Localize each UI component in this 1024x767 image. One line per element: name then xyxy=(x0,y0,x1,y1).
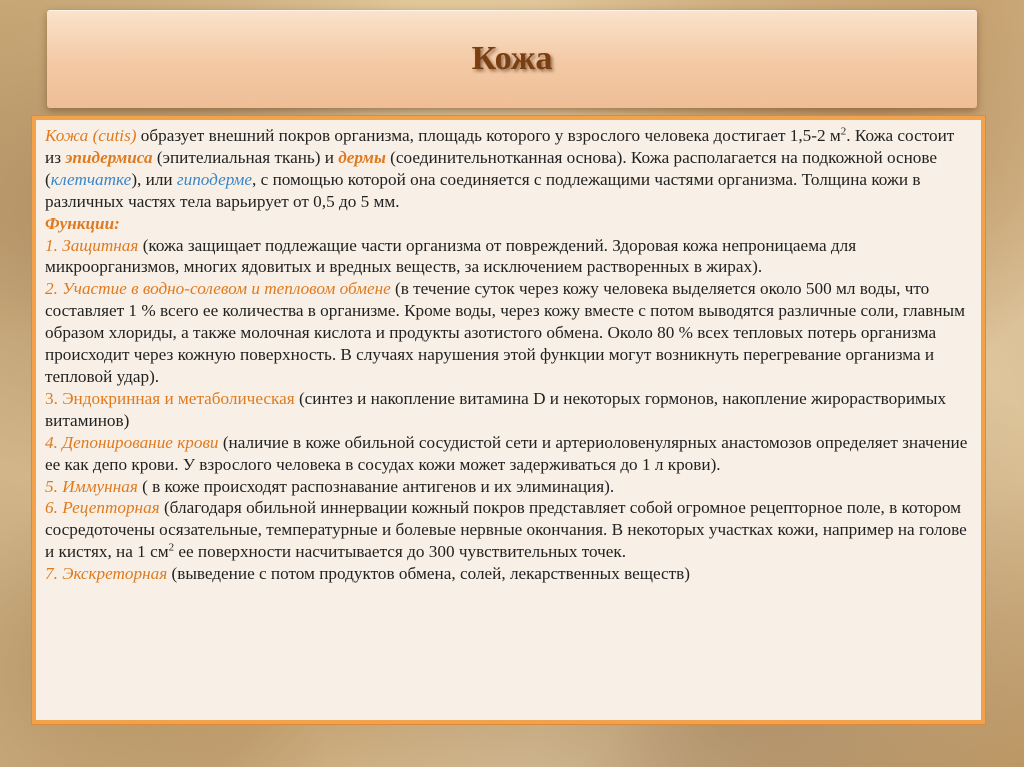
function-text: ( в коже происходят распознавание антигенов и их элиминация). xyxy=(137,476,615,496)
intro-text-2: . Кожа состоит из xyxy=(45,126,955,167)
function-label: 7. Экскреторная xyxy=(45,564,168,584)
term-epidermis: эпидермиса xyxy=(65,147,153,167)
function-label: 1. Защитная xyxy=(45,235,139,255)
term-hypodermis: гиподерме xyxy=(176,169,253,189)
function-text: (в течение суток через кожу человека выделяется около 500 мл воды, что составляет 1 % всего ее количества в организме. Кроме воды, через кожу вместе с потом выводятся различные соли, главным образом хлориды, а также молочная кислота и продукты азотистого обмена. Около 80 % всех тепловых потерь организма происходит через кожную поверхность. В случаях нарушения этой функции могут возникнуть перегревание организма и тепловой удар). xyxy=(45,279,965,386)
content-text xyxy=(45,125,971,585)
function-item xyxy=(45,563,971,585)
intro-text-5: ), или xyxy=(131,169,177,189)
function-text: (благодаря обильной иннервации кожный покров представляет собой огромное рецепторное поле, в котором сосредоточены осязательные, температурные и болевые нервные окончания. В некоторых участках кожи, например на голове и кистях, на 1 см xyxy=(45,498,967,562)
function-item xyxy=(45,497,971,563)
function-label: 6. Рецепторная xyxy=(45,498,160,518)
title-bar xyxy=(47,10,977,108)
term-skin: Кожа xyxy=(45,126,89,145)
function-label: 5. Иммунная xyxy=(45,476,138,496)
intro-text-1: образует внешний покров организма, площадь которого у взрослого человека достигает 1,5-2 м xyxy=(136,126,841,145)
function-sup: 2 xyxy=(168,541,175,554)
functions-heading: Функции: xyxy=(45,213,120,233)
intro-sup-1: 2 xyxy=(840,125,847,138)
function-label: 4. Депонирование крови xyxy=(45,432,219,452)
function-label: 2. Участие в водно-солевом и тепловом обмене xyxy=(45,279,391,299)
content-box xyxy=(32,116,985,724)
intro-text-6: , с помощью которой она соединяется с подлежащими частями организма. Толщина кожи в различных частях тела варьирует от 0,5 до 5 мм. xyxy=(45,169,921,211)
intro-text-4: (соединительнотканная основа). Кожа располагается на подкожной основе ( xyxy=(45,147,938,189)
function-text: (синтез и накопление витамина D и некоторых гормонов, накопление жирорастворимых витаминов) xyxy=(45,388,947,430)
function-item xyxy=(45,432,971,476)
function-item xyxy=(45,476,971,498)
term-latin: (cutis) xyxy=(92,126,137,145)
function-text: (наличие в коже обильной сосудистой сети и артериоловенулярных анастомозов определяет значение ее как депо крови. У взрослого человека в сосудах кожи может задерживаться до 1 л крови). xyxy=(45,432,968,474)
function-text: (кожа защищает подлежащие части организма от повреждений. Здоровая кожа непроницаема для микроорганизмов, многих ядовитых и вредных веществ, за исключением растворенных в жирах). xyxy=(45,235,857,277)
function-item xyxy=(45,388,971,432)
intro-text-3: (эпителиальная ткань) и xyxy=(152,147,339,167)
intro-paragraph xyxy=(45,125,971,213)
function-item xyxy=(45,235,971,279)
function-label: 3. Эндокринная и метаболическая xyxy=(45,388,295,408)
function-text-after: ее поверхности насчитывается до 300 чувствительных точек. xyxy=(174,542,627,562)
term-dermis: дермы xyxy=(338,147,386,167)
function-item xyxy=(45,278,971,388)
term-fiber: клетчатке xyxy=(50,169,132,189)
slide-title: Кожа xyxy=(471,40,553,77)
function-text: (выведение с потом продуктов обмена, солей, лекарственных веществ) xyxy=(167,564,690,584)
